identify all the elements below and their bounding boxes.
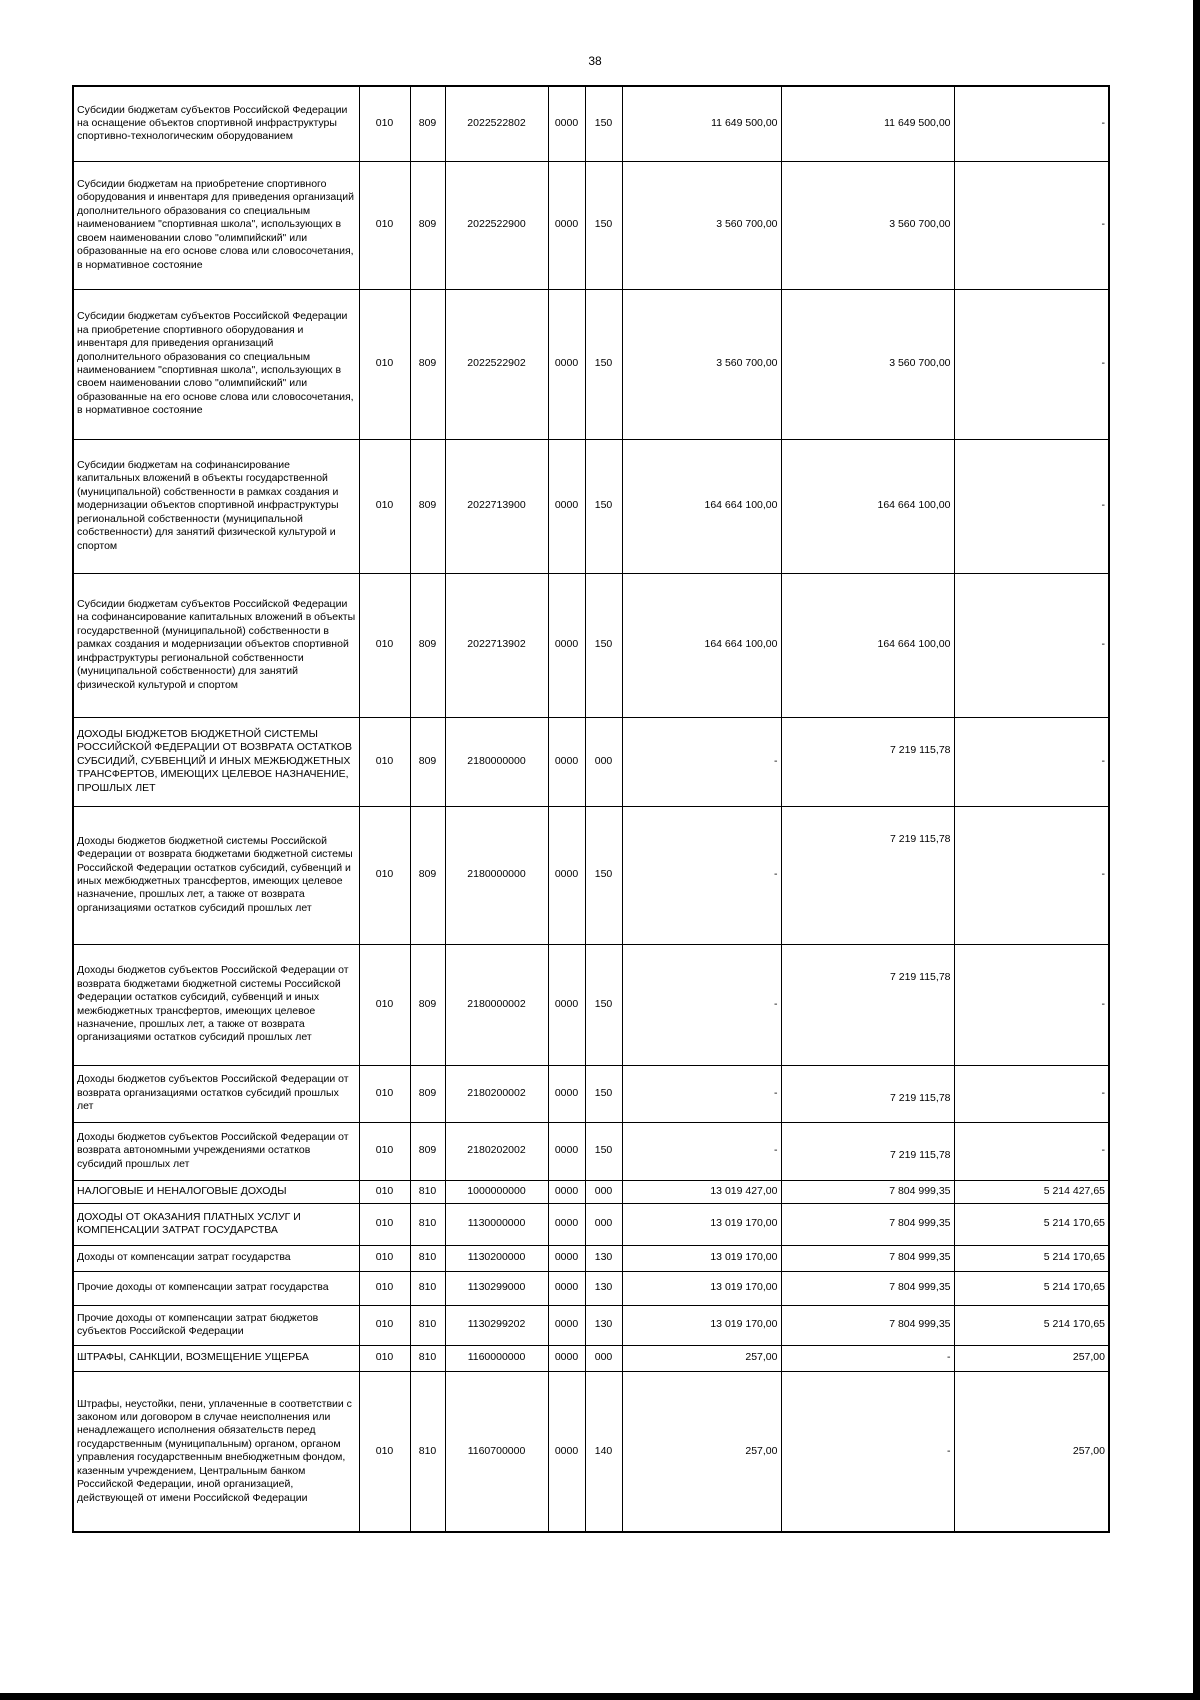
row-remaining-amount: 5 214 170,65	[954, 1203, 1109, 1245]
row-planned-amount: 13 019 170,00	[622, 1203, 781, 1245]
row-section-code: 809	[410, 944, 445, 1065]
row-kosgu-code: 150	[585, 439, 622, 573]
row-income-code: 1130200000	[445, 1245, 548, 1271]
row-subgroup-code: 0000	[548, 161, 585, 289]
row-admin-code: 010	[359, 1371, 410, 1532]
row-income-code: 2180202002	[445, 1122, 548, 1180]
row-remaining-amount: 5 214 170,65	[954, 1245, 1109, 1271]
row-kosgu-code: 150	[585, 289, 622, 439]
row-planned-amount: 257,00	[622, 1371, 781, 1532]
row-planned-amount: 257,00	[622, 1345, 781, 1371]
row-kosgu-code: 150	[585, 161, 622, 289]
row-section-code: 810	[410, 1271, 445, 1305]
row-planned-amount: -	[622, 1122, 781, 1180]
row-kosgu-code: 000	[585, 1203, 622, 1245]
row-planned-amount: 3 560 700,00	[622, 289, 781, 439]
row-kosgu-code: 000	[585, 1345, 622, 1371]
row-subgroup-code: 0000	[548, 1271, 585, 1305]
row-subgroup-code: 0000	[548, 1122, 585, 1180]
row-subgroup-code: 0000	[548, 86, 585, 161]
table-row	[73, 1065, 1109, 1122]
row-section-code: 809	[410, 289, 445, 439]
row-section-code: 809	[410, 439, 445, 573]
row-executed-amount: 3 560 700,00	[781, 289, 954, 439]
table-row	[73, 1122, 1109, 1180]
row-kosgu-code: 150	[585, 944, 622, 1065]
row-planned-amount: 13 019 427,00	[622, 1180, 781, 1203]
row-income-code: 1000000000	[445, 1180, 548, 1203]
scan-border-right	[1193, 0, 1200, 1700]
row-admin-code: 010	[359, 1122, 410, 1180]
row-subgroup-code: 0000	[548, 1305, 585, 1345]
row-planned-amount: 164 664 100,00	[622, 439, 781, 573]
row-subgroup-code: 0000	[548, 1245, 585, 1271]
row-name: Субсидии бюджетам субъектов Российской Федерации на приобретение спортивного оборудования и инвентаря для приведения организаций дополнительного образования со специальным наименованием "спортивная школа", использующих в своем наименовании слово "олимпийский" или образованные на его основе слова или словосочетания, в нормативное состояние	[73, 289, 359, 439]
row-executed-amount: 7 219 115,78	[781, 717, 954, 806]
row-remaining-amount: 257,00	[954, 1345, 1109, 1371]
row-remaining-amount: -	[954, 86, 1109, 161]
row-remaining-amount: -	[954, 1122, 1109, 1180]
row-subgroup-code: 0000	[548, 573, 585, 717]
row-subgroup-code: 0000	[548, 1203, 585, 1245]
row-planned-amount: 164 664 100,00	[622, 573, 781, 717]
table-row	[73, 717, 1109, 806]
row-remaining-amount: -	[954, 806, 1109, 944]
row-section-code: 809	[410, 86, 445, 161]
row-subgroup-code: 0000	[548, 717, 585, 806]
table-row	[73, 439, 1109, 573]
table-row	[73, 1271, 1109, 1305]
row-admin-code: 010	[359, 717, 410, 806]
row-income-code: 2180000000	[445, 717, 548, 806]
row-kosgu-code: 130	[585, 1245, 622, 1271]
row-planned-amount: -	[622, 944, 781, 1065]
row-admin-code: 010	[359, 1305, 410, 1345]
row-section-code: 809	[410, 161, 445, 289]
row-income-code: 2180000002	[445, 944, 548, 1065]
row-kosgu-code: 150	[585, 1065, 622, 1122]
row-admin-code: 010	[359, 439, 410, 573]
table-row	[73, 1305, 1109, 1345]
row-section-code: 810	[410, 1305, 445, 1345]
row-name: ДОХОДЫ ОТ ОКАЗАНИЯ ПЛАТНЫХ УСЛУГ И КОМПЕНСАЦИИ ЗАТРАТ ГОСУДАРСТВА	[73, 1203, 359, 1245]
row-section-code: 809	[410, 806, 445, 944]
row-remaining-amount: -	[954, 717, 1109, 806]
row-income-code: 1160000000	[445, 1345, 548, 1371]
row-income-code: 1130299000	[445, 1271, 548, 1305]
row-admin-code: 010	[359, 573, 410, 717]
row-remaining-amount: 5 214 427,65	[954, 1180, 1109, 1203]
row-kosgu-code: 130	[585, 1305, 622, 1345]
row-executed-amount: 7 219 115,78	[781, 944, 954, 1065]
row-admin-code: 010	[359, 289, 410, 439]
row-remaining-amount: 5 214 170,65	[954, 1305, 1109, 1345]
row-executed-amount: 164 664 100,00	[781, 439, 954, 573]
row-planned-amount: -	[622, 1065, 781, 1122]
row-admin-code: 010	[359, 1203, 410, 1245]
row-section-code: 809	[410, 573, 445, 717]
row-planned-amount: 13 019 170,00	[622, 1271, 781, 1305]
table-row	[73, 86, 1109, 161]
row-subgroup-code: 0000	[548, 806, 585, 944]
row-admin-code: 010	[359, 1180, 410, 1203]
row-planned-amount: 13 019 170,00	[622, 1305, 781, 1345]
row-subgroup-code: 0000	[548, 1371, 585, 1532]
row-name: Субсидии бюджетам на приобретение спортивного оборудования и инвентаря для приведения организаций дополнительного образования со специальным наименованием "спортивная школа", использующих в своем наименовании слово "олимпийский" или образованные на его основе слова или словосочетания, в нормативное состояние	[73, 161, 359, 289]
row-executed-amount: 7 219 115,78	[781, 1122, 954, 1180]
row-income-code: 2022522900	[445, 161, 548, 289]
row-executed-amount: 164 664 100,00	[781, 573, 954, 717]
row-executed-amount: 7 219 115,78	[781, 806, 954, 944]
row-remaining-amount: -	[954, 439, 1109, 573]
row-name: Доходы от компенсации затрат государства	[73, 1245, 359, 1271]
table-row	[73, 1203, 1109, 1245]
row-section-code: 810	[410, 1203, 445, 1245]
row-remaining-amount: -	[954, 944, 1109, 1065]
row-section-code: 809	[410, 717, 445, 806]
row-kosgu-code: 150	[585, 1122, 622, 1180]
row-executed-amount: 7 219 115,78	[781, 1065, 954, 1122]
row-income-code: 1130299202	[445, 1305, 548, 1345]
row-remaining-amount: -	[954, 289, 1109, 439]
row-planned-amount: 13 019 170,00	[622, 1245, 781, 1271]
table-row	[73, 1345, 1109, 1371]
row-executed-amount: -	[781, 1371, 954, 1532]
row-subgroup-code: 0000	[548, 439, 585, 573]
row-kosgu-code: 150	[585, 86, 622, 161]
row-name: Субсидии бюджетам на софинансирование капитальных вложений в объекты государственной (муниципальной) собственности в рамках создания и модернизации объектов спортивной инфраструктуры региональной собственности (муниципальной собственности) для занятий физической культурой и спортом	[73, 439, 359, 573]
row-name: Субсидии бюджетам субъектов Российской Федерации на оснащение объектов спортивной инфраструктуры спортивно-технологическим оборудованием	[73, 86, 359, 161]
row-planned-amount: 11 649 500,00	[622, 86, 781, 161]
row-executed-amount: 11 649 500,00	[781, 86, 954, 161]
row-name: Доходы бюджетов субъектов Российской Федерации от возврата организациями остатков субсидий прошлых лет	[73, 1065, 359, 1122]
row-remaining-amount: 257,00	[954, 1371, 1109, 1532]
row-admin-code: 010	[359, 1271, 410, 1305]
row-section-code: 810	[410, 1180, 445, 1203]
row-kosgu-code: 000	[585, 1180, 622, 1203]
row-admin-code: 010	[359, 1345, 410, 1371]
row-subgroup-code: 0000	[548, 1180, 585, 1203]
table-row	[73, 1180, 1109, 1203]
table-row	[73, 289, 1109, 439]
row-remaining-amount: 5 214 170,65	[954, 1271, 1109, 1305]
row-executed-amount: 7 804 999,35	[781, 1271, 954, 1305]
row-subgroup-code: 0000	[548, 289, 585, 439]
row-executed-amount: 7 804 999,35	[781, 1305, 954, 1345]
table-row	[73, 806, 1109, 944]
row-kosgu-code: 140	[585, 1371, 622, 1532]
row-admin-code: 010	[359, 1065, 410, 1122]
row-name: Прочие доходы от компенсации затрат государства	[73, 1271, 359, 1305]
table-row	[73, 573, 1109, 717]
table-row	[73, 1371, 1109, 1532]
row-name: Субсидии бюджетам субъектов Российской Федерации на софинансирование капитальных вложений в объекты государственной (муниципальной) собственности в рамках создания и модернизации объектов спортивной инфраструктуры региональной собственности (муниципальной собственности) для занятий физической культурой и спортом	[73, 573, 359, 717]
row-executed-amount: 7 804 999,35	[781, 1245, 954, 1271]
scan-border-bottom	[0, 1693, 1200, 1700]
row-name: Прочие доходы от компенсации затрат бюджетов субъектов Российской Федерации	[73, 1305, 359, 1345]
row-admin-code: 010	[359, 1245, 410, 1271]
row-name: НАЛОГОВЫЕ И НЕНАЛОГОВЫЕ ДОХОДЫ	[73, 1180, 359, 1203]
row-name: Штрафы, неустойки, пени, уплаченные в соответствии с законом или договором в случае неисполнения или ненадлежащего исполнения обязательств перед государственным (муниципальным) органом, органом управления государственным внебюджетным фондом, казенным учреждением, Центральным банком Российской Федерации, иной организацией, действующей от имени Российской Федерации	[73, 1371, 359, 1532]
row-kosgu-code: 000	[585, 717, 622, 806]
row-section-code: 810	[410, 1345, 445, 1371]
row-planned-amount: 3 560 700,00	[622, 161, 781, 289]
row-income-code: 2022522802	[445, 86, 548, 161]
table-row	[73, 161, 1109, 289]
row-income-code: 2180000000	[445, 806, 548, 944]
row-planned-amount: -	[622, 806, 781, 944]
row-kosgu-code: 130	[585, 1271, 622, 1305]
row-remaining-amount: -	[954, 573, 1109, 717]
row-income-code: 1160700000	[445, 1371, 548, 1532]
row-income-code: 2180200002	[445, 1065, 548, 1122]
row-income-code: 2022713902	[445, 573, 548, 717]
row-remaining-amount: -	[954, 161, 1109, 289]
row-subgroup-code: 0000	[548, 944, 585, 1065]
page-number: 38	[588, 54, 602, 68]
income-report-table	[72, 85, 1110, 1533]
row-kosgu-code: 150	[585, 573, 622, 717]
table-row	[73, 1245, 1109, 1271]
table-row	[73, 944, 1109, 1065]
row-executed-amount: -	[781, 1345, 954, 1371]
row-subgroup-code: 0000	[548, 1345, 585, 1371]
row-name: Доходы бюджетов субъектов Российской Федерации от возврата автономными учреждениями остатков субсидий прошлых лет	[73, 1122, 359, 1180]
row-income-code: 2022713900	[445, 439, 548, 573]
row-name: Доходы бюджетов субъектов Российской Федерации от возврата бюджетами бюджетной системы Российской Федерации остатков субсидий, субвенций и иных межбюджетных трансфертов, имеющих целевое назначение, прошлых лет, а также от возврата организациями остатков субсидий прошлых лет	[73, 944, 359, 1065]
row-name: ШТРАФЫ, САНКЦИИ, ВОЗМЕЩЕНИЕ УЩЕРБА	[73, 1345, 359, 1371]
row-section-code: 809	[410, 1122, 445, 1180]
row-remaining-amount: -	[954, 1065, 1109, 1122]
row-section-code: 810	[410, 1371, 445, 1532]
row-admin-code: 010	[359, 944, 410, 1065]
row-section-code: 809	[410, 1065, 445, 1122]
row-executed-amount: 7 804 999,35	[781, 1180, 954, 1203]
row-admin-code: 010	[359, 86, 410, 161]
row-planned-amount: -	[622, 717, 781, 806]
row-name: Доходы бюджетов бюджетной системы Российской Федерации от возврата бюджетами бюджетной системы Российской Федерации остатков субсидий, субвенций и иных межбюджетных трансфертов, имеющих целевое назначение, прошлых лет, а также от возврата организациями остатков субсидий прошлых лет	[73, 806, 359, 944]
row-income-code: 1130000000	[445, 1203, 548, 1245]
row-subgroup-code: 0000	[548, 1065, 585, 1122]
row-admin-code: 010	[359, 161, 410, 289]
row-executed-amount: 3 560 700,00	[781, 161, 954, 289]
row-name: ДОХОДЫ БЮДЖЕТОВ БЮДЖЕТНОЙ СИСТЕМЫ РОССИЙСКОЙ ФЕДЕРАЦИИ ОТ ВОЗВРАТА ОСТАТКОВ СУБСИДИЙ, СУБВЕНЦИЙ И ИНЫХ МЕЖБЮДЖЕТНЫХ ТРАНСФЕРТОВ, ИМЕЮЩИХ ЦЕЛЕВОЕ НАЗНАЧЕНИЕ, ПРОШЛЫХ ЛЕТ	[73, 717, 359, 806]
row-income-code: 2022522902	[445, 289, 548, 439]
row-executed-amount: 7 804 999,35	[781, 1203, 954, 1245]
row-kosgu-code: 150	[585, 806, 622, 944]
row-section-code: 810	[410, 1245, 445, 1271]
row-admin-code: 010	[359, 806, 410, 944]
